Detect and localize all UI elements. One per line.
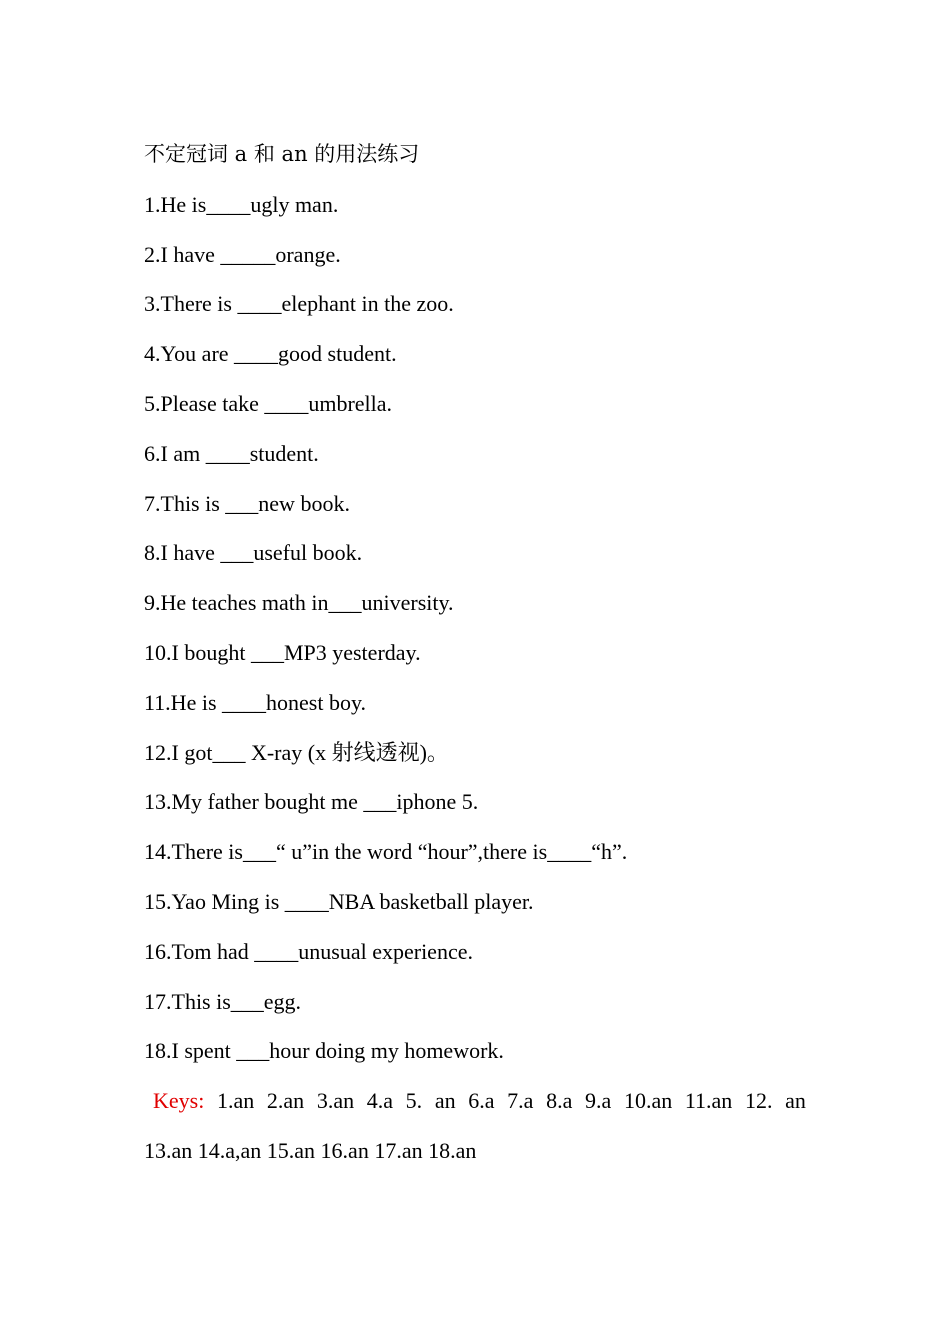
question-18: 18.I spent ___hour doing my homework. <box>144 1038 504 1064</box>
key-item: 6.a <box>468 1088 495 1114</box>
question-7: 7.This is ___new book. <box>144 490 350 516</box>
question-1: 1.He is____ugly man. <box>144 191 339 217</box>
key-item: 8.a <box>546 1088 573 1114</box>
key-item: 10.an <box>623 1088 673 1114</box>
worksheet <box>144 130 806 1176</box>
question-12: 12.I got___ X-ray (x 射线透视)。 <box>144 739 449 765</box>
question-15: 15.Yao Ming is ____NBA basketball player. <box>144 888 534 914</box>
question-8: 8.I have ___useful book. <box>144 540 363 566</box>
question-4: 4.You are ____good student. <box>144 341 397 367</box>
key-item: an <box>785 1088 806 1114</box>
key-item: 9.a <box>585 1088 612 1114</box>
key-item: 5. <box>405 1088 423 1114</box>
question-13: 13.My father bought me ___iphone 5. <box>144 789 479 815</box>
key-item: 12. <box>744 1088 773 1114</box>
key-item: 1.an <box>216 1088 255 1114</box>
question-6: 6.I am ____student. <box>144 440 319 466</box>
keys-label: Keys: <box>153 1088 205 1114</box>
question-10: 10.I bought ___MP3 yesterday. <box>144 639 421 665</box>
question-9: 9.He teaches math in___university. <box>144 590 454 616</box>
question-5: 5.Please take ____umbrella. <box>144 390 393 416</box>
question-14: 14.There is___“ u”in the word “hour”,there is____“h”. <box>144 839 628 865</box>
question-list <box>144 180 806 1076</box>
question-16: 16.Tom had ____unusual experience. <box>144 938 473 964</box>
question-17: 17.This is___egg. <box>144 988 302 1014</box>
key-item: 4.a <box>366 1088 394 1114</box>
key-item: 7.a <box>507 1088 534 1114</box>
answer-keys-line-2: 13.an 14.a,an 15.an 16.an 17.an 18.an <box>144 1137 477 1163</box>
question-3: 3.There is ____elephant in the zoo. <box>144 291 454 317</box>
key-item: 2.an <box>266 1088 305 1114</box>
answer-keys-line-1 <box>144 1076 806 1126</box>
key-item: an <box>434 1088 456 1114</box>
question-2: 2.I have _____orange. <box>144 241 341 267</box>
key-item: 3.an <box>316 1088 355 1114</box>
worksheet-title: 不定冠词 a 和 an 的用法练习 <box>144 142 420 166</box>
question-11: 11.He is ____honest boy. <box>144 689 367 715</box>
key-item: 11.an <box>684 1088 733 1114</box>
